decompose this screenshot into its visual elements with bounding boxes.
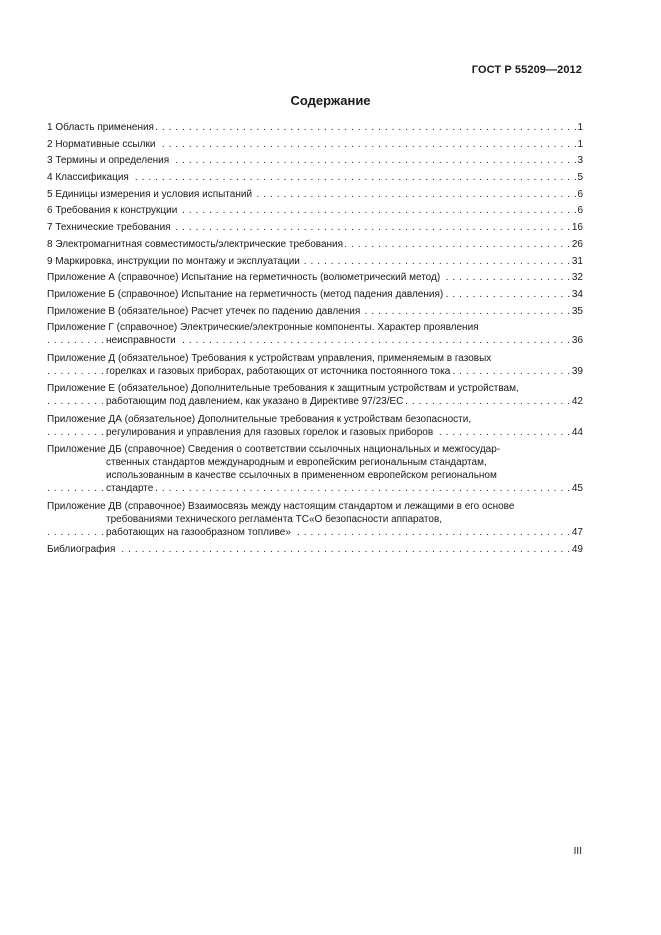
toc-entry-line [47,513,583,526]
toc-entry[interactable] [47,188,583,201]
toc-entry-last-line [47,171,583,184]
toc-entry[interactable] [47,138,583,151]
toc-entry[interactable] [47,500,583,539]
toc-entry-page: 31 [571,255,583,267]
toc-entry-page: 6 [577,205,583,217]
toc-entry[interactable] [47,271,583,284]
toc-entry-last-line [47,121,583,134]
toc-entry-text: 1 Область применения [47,122,154,133]
toc-entry-page: 32 [571,272,583,284]
toc-entry-last-line [47,482,583,495]
toc-entry[interactable] [47,255,583,268]
toc-entry-last-line [47,543,583,556]
toc-entry-line [47,382,583,395]
toc-entry-text: работающих на газообразном топливе» [106,526,291,538]
toc-entry-last-line [47,255,583,268]
toc-entry-line [47,413,583,426]
toc-entry-text: Приложение А (справочное) Испытание на герметичность (волюметрический метод) [47,272,441,284]
toc-entry[interactable] [47,413,583,439]
toc-entry[interactable] [47,321,583,347]
toc-entry-last-line [47,238,583,251]
document-header: ГОСТ Р 55209—2012 [471,64,582,76]
toc-entry-page: 45 [571,483,583,495]
toc-entry-last-line [47,526,583,539]
toc-entry-last-line [47,305,583,318]
toc-entry-text: 2 Нормативные ссылки [47,138,156,150]
toc-entry-last-line [47,395,583,408]
toc-entry-text: Приложение ДВ (справочное) Взаимосвязь между настоящим стандартом и лежащими в его основе [47,500,515,512]
toc-entry-text: Библиография [47,544,116,556]
toc-entry-text: Приложение Б (справочное) Испытание на герметичность (метод падения давления) [47,288,444,300]
toc-entry-text: Приложение ДБ (справочное) Сведения о соответствии ссылочных национальных и межгосудар- [47,444,501,456]
toc-entry[interactable] [47,305,583,318]
toc-entry[interactable] [47,171,583,184]
toc-entry-line [47,456,583,469]
toc-entry[interactable] [47,543,583,556]
toc-entry-text: Приложение Г (справочное) Электрические/электронные компоненты. Характер проявления [47,322,479,334]
toc-entry-page: 6 [577,188,583,200]
toc-entry[interactable] [47,238,583,251]
toc-entry-text: 7 Технические требования [47,222,171,234]
toc-entry-text: регулирования и управления для газовых горелок и газовых приборов [106,426,434,438]
toc-entry-text: работающим под давлением, как указано в Директиве 97/23/ЕС [106,396,404,408]
toc-entry-last-line [47,154,583,167]
toc-entry-text: Приложение ДА (обязательное) Дополнительные требования к устройствам безопасности, [47,413,472,425]
toc-entry-last-line [47,138,583,151]
toc-entry-text: Приложение В (обязательное) Расчет утечек по падению давления [47,305,361,317]
toc-entry-last-line [47,188,583,201]
toc-entry-page: 3 [577,155,583,167]
toc-entry[interactable] [47,382,583,408]
toc-entry[interactable] [47,352,583,378]
toc-entry-page: 16 [571,222,583,234]
page-title: Содержание [290,93,371,108]
table-of-contents [47,121,583,560]
toc-entry-text: горелках и газовых приборах, работающих от источника постоянного тока [106,365,451,377]
toc-entry-last-line [47,221,583,234]
toc-entry-page: 1 [577,138,583,150]
toc-entry-page: 39 [571,365,583,377]
toc-entry-text: 4 Классификация [47,172,129,184]
toc-entry-page: 44 [571,426,583,438]
toc-entry-line [47,469,583,482]
toc-entry-text: ственных стандартов международным и европейским региональным стандартам, [106,457,487,469]
toc-entry[interactable] [47,288,583,301]
toc-entry-page: 1 [577,122,583,133]
toc-entry-page: 36 [571,335,583,347]
toc-entry-text: неисправности [106,335,176,347]
toc-entry[interactable] [47,121,583,134]
toc-entry-line [47,500,583,513]
toc-entry[interactable] [47,443,583,495]
toc-entry-last-line [47,204,583,217]
toc-entry-text: Приложение Д (обязательное) Требования к устройствам управления, применяемым в газовых [47,352,492,364]
toc-entry-last-line [47,334,583,347]
toc-entry-text: 3 Термины и определения [47,155,170,167]
toc-entry-line [47,321,583,334]
toc-entry-last-line [47,365,583,378]
toc-entry-line [47,352,583,365]
toc-entry[interactable] [47,154,583,167]
toc-entry-page: 26 [571,238,583,250]
toc-entry[interactable] [47,221,583,234]
toc-entry-text: требованиями технического регламента ТС«О безопасности аппаратов, [106,513,443,525]
toc-entry-text: 5 Единицы измерения и условия испытаний [47,188,253,200]
toc-entry-page: 5 [577,172,583,184]
toc-entry-last-line [47,288,583,301]
toc-entry-line [47,443,583,456]
toc-entry-text: 8 Электромагнитная совместимость/электрические требования [47,238,344,250]
toc-entry-text: 6 Требования к конструкции [47,205,178,217]
toc-entry-last-line [47,271,583,284]
toc-entry-page: 34 [571,288,583,300]
toc-entry-page: 47 [571,526,583,538]
toc-entry-page: 49 [571,544,583,556]
page-number: III [573,846,582,857]
toc-entry-text: 9 Маркировка, инструкции по монтажу и эксплуатации [47,255,300,267]
toc-entry-page: 35 [571,305,583,317]
toc-entry[interactable] [47,204,583,217]
toc-entry-last-line [47,426,583,439]
toc-entry-page: 42 [571,396,583,408]
toc-entry-text: стандарте [106,483,154,495]
toc-entry-text: использованным в качестве ссылочных в примененном европейском региональном [106,470,497,482]
toc-entry-text: Приложение Е (обязательное) Дополнительные требования к защитным устройствам и устройствам, [47,383,519,395]
